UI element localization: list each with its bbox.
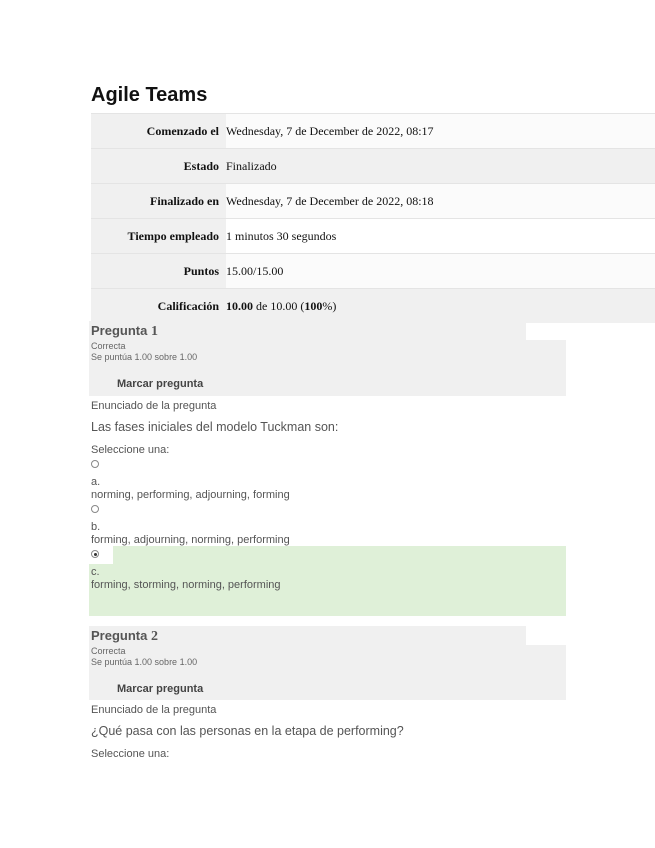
grade-percent: 100 <box>304 298 323 313</box>
question-1-name: Pregunta 1 <box>91 323 158 339</box>
question-1-header <box>89 321 526 340</box>
question-grade: Se puntúa 1.00 sobre 1.00 <box>91 657 198 667</box>
attempt-summary-table <box>91 113 655 323</box>
question-state: Correcta <box>91 341 126 351</box>
summary-row-points <box>91 254 655 289</box>
summary-label: Calificación <box>91 289 226 324</box>
option-a-label[interactable]: norming, performing, adjourning, forming <box>91 489 290 501</box>
question-text: ¿Qué pasa con las personas en la etapa de performing? <box>91 724 404 738</box>
option-c-letter: c. <box>91 566 100 578</box>
summary-value: Finalizado <box>226 149 655 184</box>
page-title: Agile Teams <box>91 84 208 106</box>
summary-row-started <box>91 114 655 149</box>
grade-end: %) <box>322 298 337 313</box>
grade-score: 10.00 <box>226 298 253 313</box>
question-2-info <box>89 645 566 700</box>
question-2-header <box>89 626 526 645</box>
question-state: Correcta <box>91 646 126 656</box>
flag-question-link[interactable]: Marcar pregunta <box>117 683 204 695</box>
summary-row-grade <box>91 289 655 324</box>
summary-value: Wednesday, 7 de December de 2022, 08:18 <box>226 184 655 219</box>
summary-label: Finalizado en <box>91 184 226 219</box>
answer-prompt: Seleccione una: <box>91 748 170 760</box>
question-1-info <box>89 340 566 396</box>
flag-question-link[interactable]: Marcar pregunta <box>117 378 204 390</box>
option-c-label[interactable]: forming, storming, norming, performing <box>91 579 281 591</box>
summary-value: Wednesday, 7 de December de 2022, 08:17 <box>226 114 655 149</box>
summary-row-state <box>91 149 655 184</box>
option-b-letter: b. <box>91 521 101 533</box>
question-heading: Enunciado de la pregunta <box>91 704 217 716</box>
option-b-label[interactable]: forming, adjourning, norming, performing <box>91 534 290 546</box>
summary-label: Tiempo empleado <box>91 219 226 254</box>
grade-value <box>226 289 655 324</box>
option-a-radio[interactable] <box>91 460 99 468</box>
summary-label: Comenzado el <box>91 114 226 149</box>
option-a-letter: a. <box>91 476 101 488</box>
summary-row-time <box>91 219 655 254</box>
option-c-radio[interactable] <box>91 550 99 558</box>
question-2-name: Pregunta 2 <box>91 628 158 644</box>
summary-value: 15.00/15.00 <box>226 254 655 289</box>
answer-prompt: Seleccione una: <box>91 444 170 456</box>
summary-label: Puntos <box>91 254 226 289</box>
summary-row-finished <box>91 184 655 219</box>
option-b-radio[interactable] <box>91 505 99 513</box>
question-heading: Enunciado de la pregunta <box>91 400 217 412</box>
summary-label: Estado <box>91 149 226 184</box>
question-grade: Se puntúa 1.00 sobre 1.00 <box>91 352 198 362</box>
summary-value: 1 minutos 30 segundos <box>226 219 655 254</box>
question-text: Las fases iniciales del modelo Tuckman son: <box>91 420 339 434</box>
grade-mid: de 10.00 ( <box>253 298 305 313</box>
